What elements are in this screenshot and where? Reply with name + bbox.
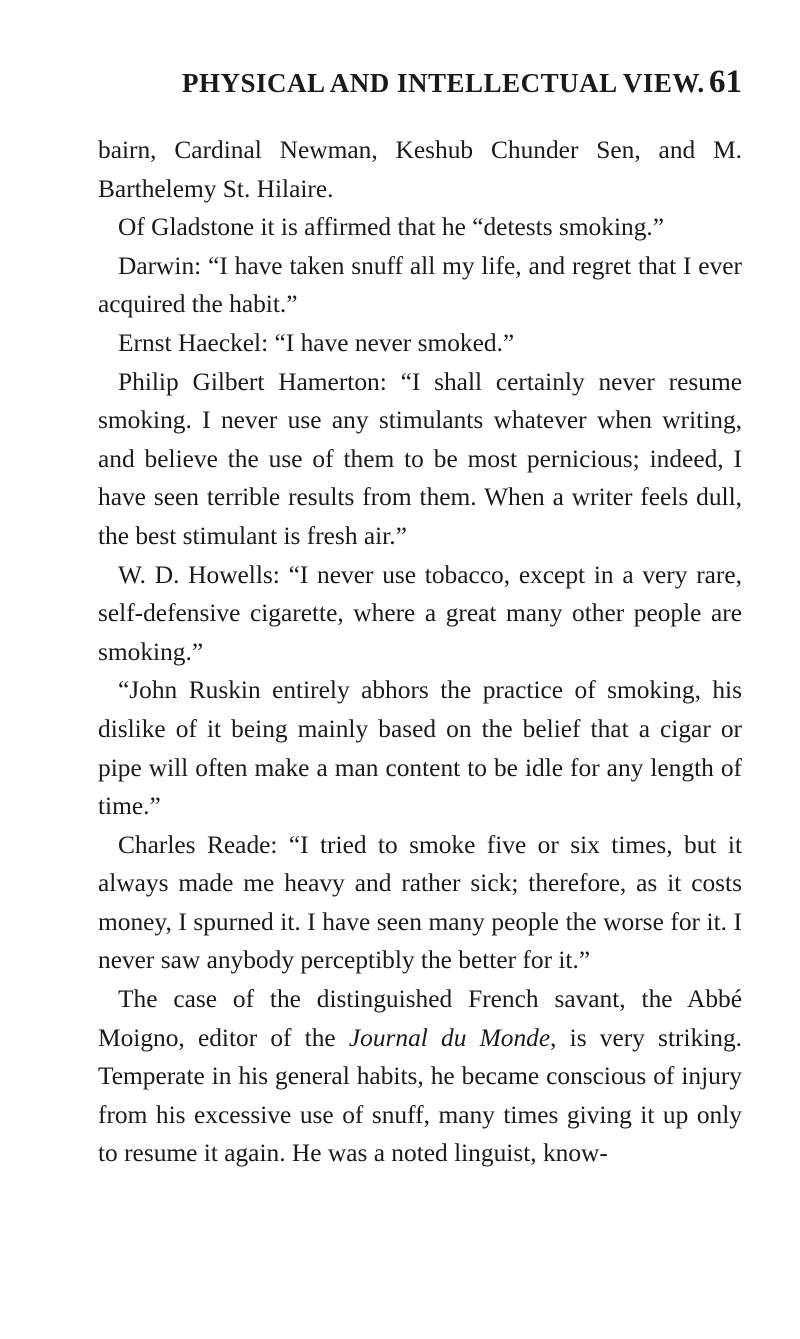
- page-number: 61: [709, 64, 742, 100]
- journal-title: Journal du Monde: [348, 1023, 551, 1052]
- paragraph: W. D. Howells: “I never use tobacco, except in a very rare, self-defensive cigarette, where a great many other people are smoking.”: [98, 560, 742, 666]
- paragraph: Of Gladstone it is affirmed that he “detests smoking.”: [118, 213, 665, 242]
- text-span: The case of the distinguished French savant, the Abbé Moigno, editor of the: [98, 985, 742, 1052]
- paragraph: “John Ruskin entirely abhors the practice of smoking, his dislike of it being mainly based on the belief that a cigar or pipe will often make a man content to be idle for any length of time.”: [98, 676, 742, 821]
- paragraph: Charles Reade: “I tried to smoke five or six times, but it always made me heavy and rather sick; therefore, as it costs money, I spurned it. I have seen many people the worse for it. I never saw anybody perceptibly the better for it.”: [98, 830, 742, 975]
- paragraph: bairn, Cardinal Newman, Keshub Chunder Sen, and M. Barthelemy St. Hilaire.: [98, 136, 742, 203]
- paragraph: Philip Gilbert Hamerton: “I shall certainly never resume smoking. I never use any stimulants whatever when writing, and believe the use of them to be most pernicious; indeed, I have seen terrible results from them. When a writer feels dull, the best stimulant is fresh air.”: [98, 367, 742, 550]
- paragraph: Darwin: “I have taken snuff all my life, and regret that I ever acquired the habit.”: [98, 251, 742, 319]
- running-head: PHYSICAL AND INTELLECTUAL VIEW.: [182, 68, 705, 98]
- text-span: , is very striking. Temperate in his general habits, he became conscious of injury from his excessive use of snuff, many times giving it up only to resume it again. He was a noted linguist, know-: [98, 1023, 742, 1168]
- paragraph: Ernst Haeckel: “I have never smoked.”: [118, 328, 515, 357]
- page-header: [98, 64, 742, 108]
- paragraph: [98, 980, 742, 1173]
- body-text: [98, 131, 742, 1173]
